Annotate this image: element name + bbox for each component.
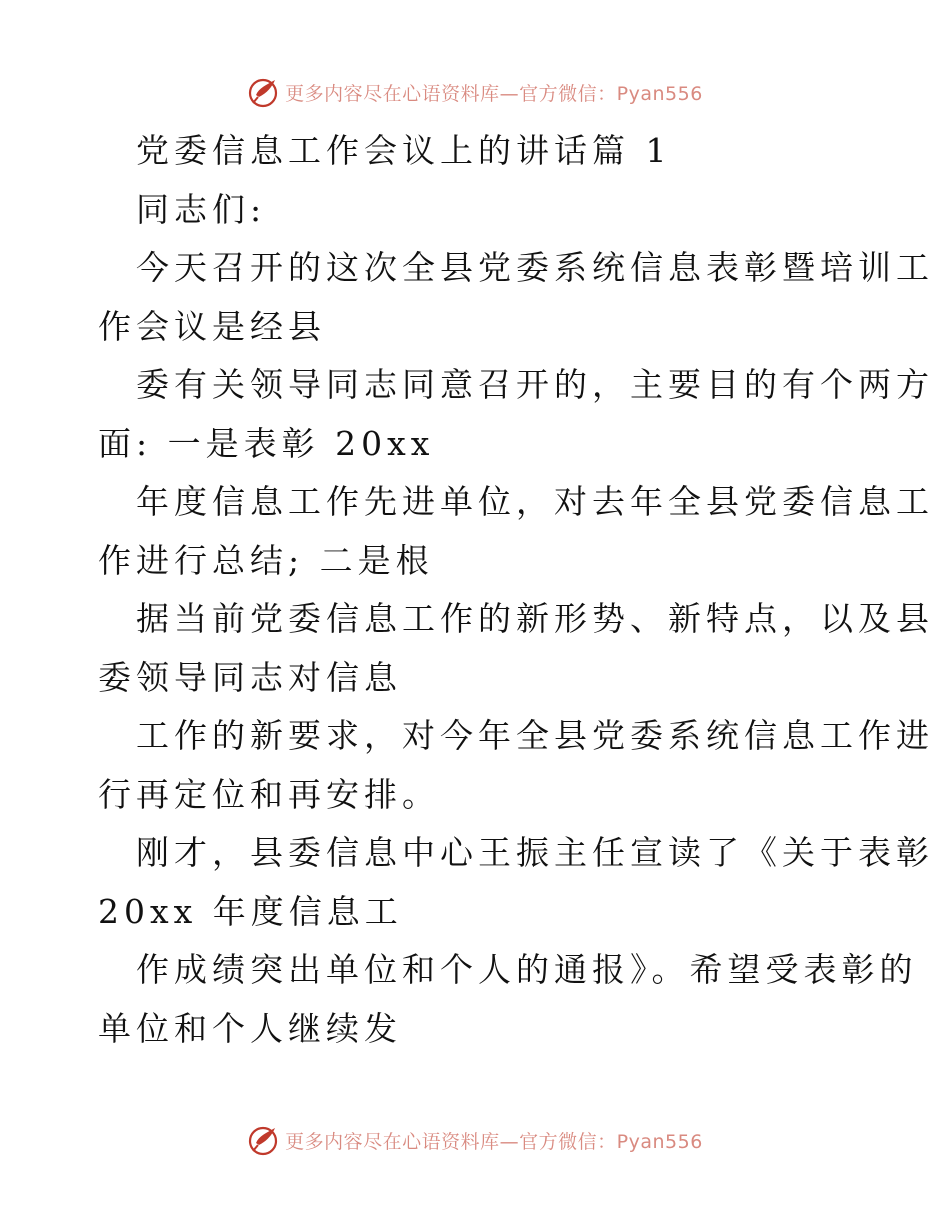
text-line: 工作的新要求，对今年全县党委系统信息工作进 [136, 716, 934, 755]
text-line: 委有关领导同志同意召开的，主要目的有个两方 [136, 365, 934, 404]
feather-heart-logo-icon [247, 75, 281, 109]
text-line: 委领导同志对信息 [98, 657, 402, 697]
text-line: 作进行总结; 二是根 [98, 540, 434, 580]
document-body [98, 122, 934, 1058]
feather-heart-logo-icon [247, 1123, 281, 1157]
footer-watermark [0, 1120, 950, 1160]
text-line: 20xx 年度信息工 [98, 891, 403, 931]
watermark-text: 更多内容尽在心语资料库—官方微信：Pyan556 [285, 82, 703, 105]
header-watermark [0, 72, 950, 112]
text-line: 单位和个人继续发 [98, 1008, 402, 1048]
text-line: 作会议是经县 [98, 306, 326, 346]
text-line: 面: 一是表彰 20xx [98, 423, 435, 463]
text-line: 行再定位和再安排。 [98, 774, 440, 814]
text-line: 同志们: [136, 189, 267, 229]
text-line: 作成绩突出单位和个人的通报》。希望受表彰的 [136, 950, 918, 989]
text-line: 党委信息工作会议上的讲话篇 1 [136, 131, 672, 170]
text-line: 今天召开的这次全县党委系统信息表彰暨培训工 [136, 248, 934, 287]
text-line: 刚才，县委信息中心王振主任宣读了《关于表彰 [136, 833, 934, 872]
text-line: 据当前党委信息工作的新形势、新特点，以及县 [136, 599, 934, 638]
watermark-text: 更多内容尽在心语资料库—官方微信：Pyan556 [285, 1130, 703, 1153]
text-line: 年度信息工作先进单位，对去年全县党委信息工 [136, 482, 934, 521]
